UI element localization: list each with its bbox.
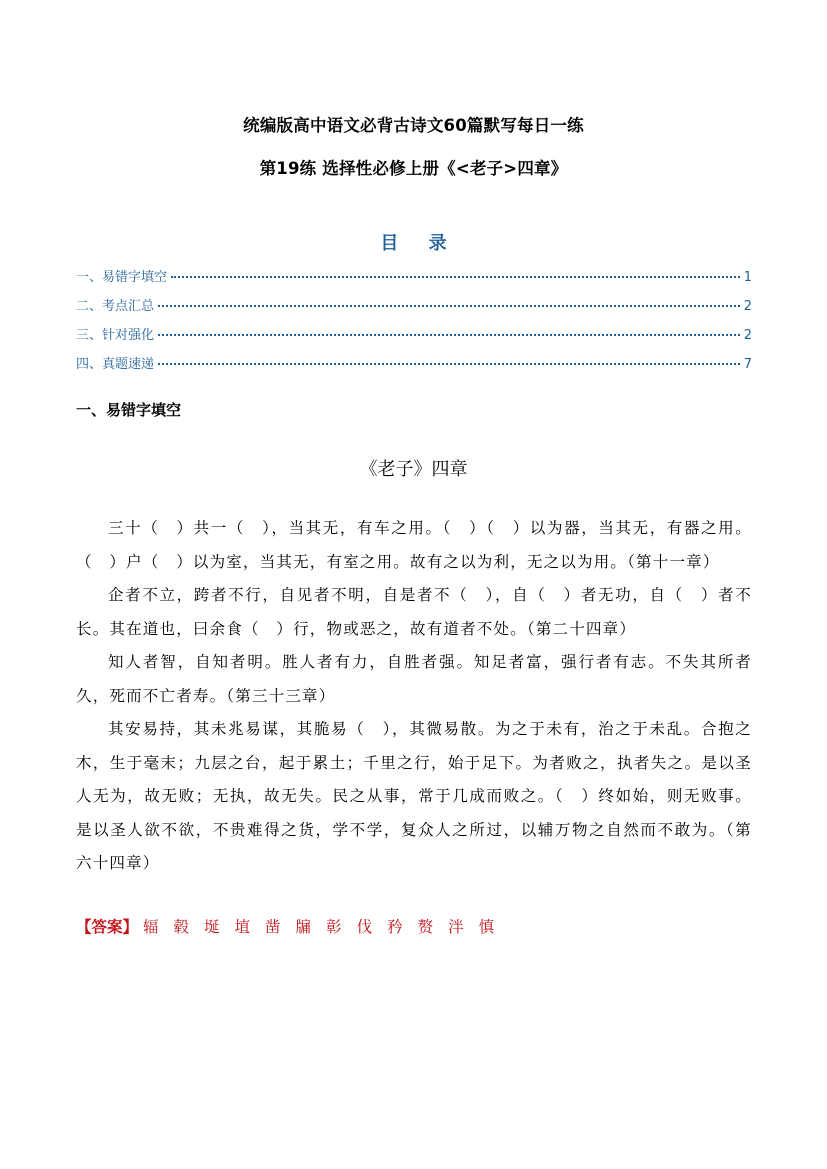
toc-item-label: 一、易错字填空 xyxy=(76,270,168,285)
answer-char: 辐 xyxy=(142,918,159,936)
poem-title: 《老子》四章 xyxy=(359,459,468,480)
answer-label: 【答案】 xyxy=(76,918,139,936)
toc-item-page: 1 xyxy=(743,270,752,285)
answer-char: 毂 xyxy=(173,918,189,936)
paragraph-chapter-24: 企者不立，跨者不行，自见者不明，自是者不（ ），自（ ）者无功，自（ ）者不长。其在道也，曰余食（ ）行，物或恶之，故有道者不处。（第二十四章） xyxy=(76,586,752,638)
answer-char: 彰 xyxy=(326,918,342,936)
toc-item-label: 二、考点汇总 xyxy=(76,299,155,314)
answer-char: 埴 xyxy=(234,918,251,936)
toc-item-page: 7 xyxy=(743,357,752,372)
answer-char: 埏 xyxy=(203,918,220,936)
answer-char: 矜 xyxy=(387,918,403,936)
toc-item-label: 三、针对强化 xyxy=(76,328,155,343)
answer-char: 慎 xyxy=(478,918,495,936)
paragraph-chapter-33: 知人者智，自知者明。胜人者有力，自胜者强。知足者富，强行者有志。不失其所者久，死而不亡者寿。（第三十三章） xyxy=(76,653,752,705)
toc-item[interactable] xyxy=(76,324,752,353)
toc-item[interactable] xyxy=(76,353,752,382)
document-subtitle: 第19练 选择性必修上册《<老子>四章》 xyxy=(259,159,568,178)
answer-char: 伐 xyxy=(356,918,373,936)
answer-char: 凿 xyxy=(265,918,281,936)
toc-item-page: 2 xyxy=(743,328,752,343)
toc-leader-dots xyxy=(158,334,740,336)
answer-char: 牖 xyxy=(295,918,312,936)
answer-line xyxy=(76,915,509,937)
answer-char: 泮 xyxy=(448,918,464,936)
toc-leader-dots xyxy=(171,276,740,278)
table-of-contents xyxy=(76,266,752,382)
paragraph-chapter-11: 三十（ ）共一（ ），当其无，有车之用。（ ）（ ）以为器，当其无，有器之用。（ ）户（ ）以为室，当其无，有室之用。故有之以为利，无之以为用。（第十一章） xyxy=(76,519,752,571)
toc-leader-dots xyxy=(158,363,740,365)
answer-char: 赘 xyxy=(417,918,434,936)
toc-leader-dots xyxy=(158,305,740,307)
toc-item-page: 2 xyxy=(743,299,752,314)
section-heading: 一、易错字填空 xyxy=(76,401,182,419)
document-title: 统编版高中语文必背古诗文60篇默写每日一练 xyxy=(243,116,584,135)
poem-body xyxy=(76,512,752,881)
answer-characters xyxy=(138,918,509,936)
toc-item[interactable] xyxy=(76,266,752,295)
toc-item-label: 四、真题速递 xyxy=(76,357,155,372)
toc-item[interactable] xyxy=(76,295,752,324)
toc-heading: 目 录 xyxy=(380,233,459,254)
paragraph-chapter-64: 其安易持，其未兆易谋，其脆易（ ），其微易散。为之于未有，治之于未乱。合抱之木，生于毫末；九层之台，起于累土；千里之行，始于足下。为者败之，执者失之。是以圣人无为，故无败；无执，故无失。民之从事，常于几成而败之。（ ）终如始，则无败事。是以圣人欲不欲，不贵难得之货，学不学，复众人之所过，以辅万物之自然而不敢为。（第六十四章） xyxy=(76,720,752,872)
